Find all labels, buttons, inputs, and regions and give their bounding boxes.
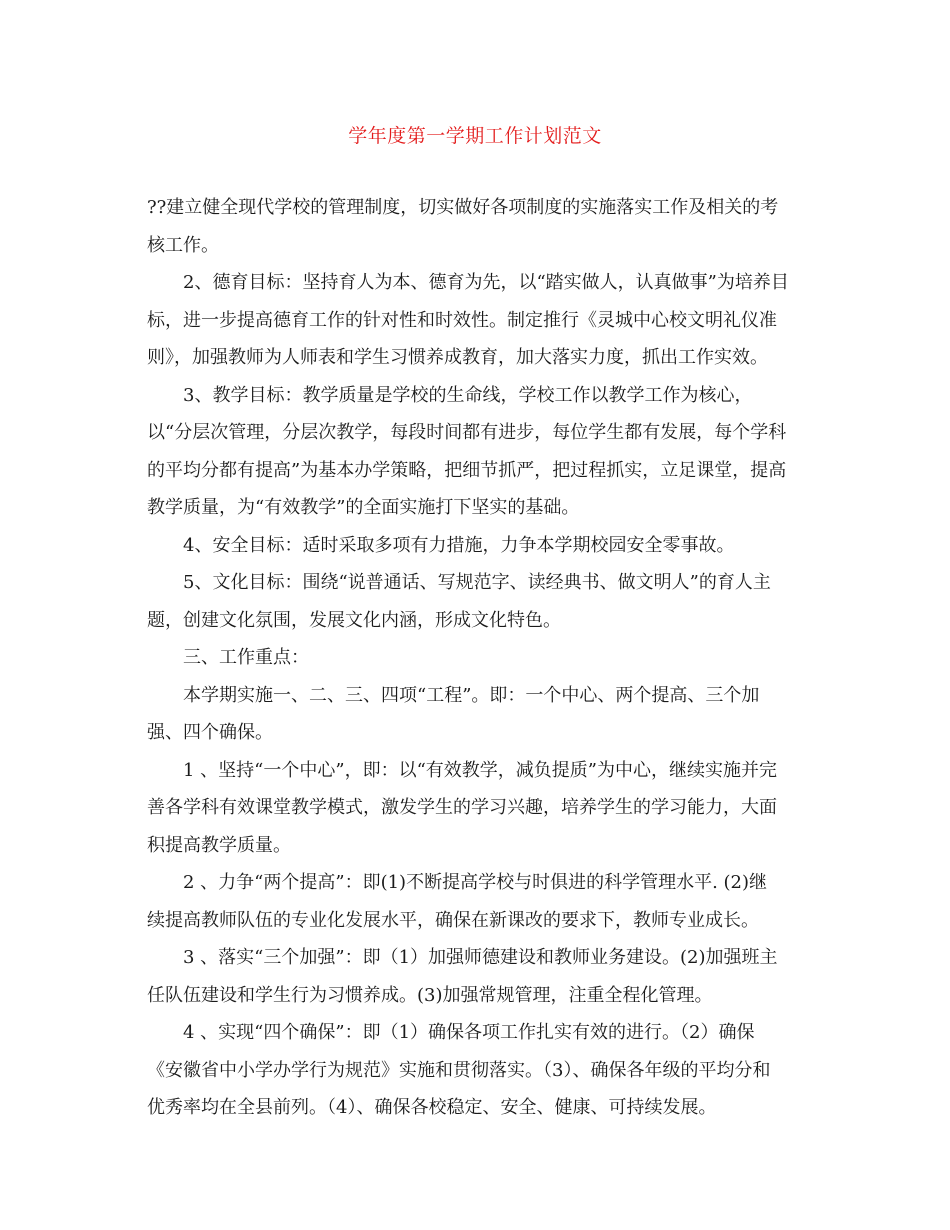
text-line: 3、教学目标：教学质量是学校的生命线，学校工作以教学工作为核心，: [183, 384, 753, 406]
text-line: 任队伍建设和学生行为习惯养成。(3)加强常规管理，注重全程化管理。: [147, 984, 713, 1006]
text-line: 续提高教师队伍的专业化发展水平，确保在新课改的要求下，教师专业成长。: [147, 909, 759, 931]
text-line: 优秀率均在全县前列。（4）、确保各校稳定、安全、健康、可持续发展。: [147, 1097, 717, 1118]
text-line: 强、四个确保。: [147, 722, 273, 743]
text-line: 则》，加强教师为人师表和学生习惯养成教育，加大落实力度，抓出工作实效。: [147, 347, 768, 368]
text-line: 三、工作重点：: [183, 647, 309, 668]
paragraph: [147, 377, 813, 527]
document-title: 学年度第一学期工作计划范文: [348, 125, 602, 147]
text-line: ??建立健全现代学校的管理制度，切实做好各项制度的实施落实工作及相关的考: [147, 197, 779, 218]
paragraph: [147, 1014, 813, 1127]
text-line: 以“分层次管理，分层次教学，每段时间都有进步，每位学生都有发展，每个学科: [147, 422, 787, 443]
text-line: 标，进一步提高德育工作的针对性和时效性。制定推行《灵城中心校文明礼仪准: [147, 309, 777, 331]
paragraph: [147, 189, 813, 264]
text-line: 题，创建文化氛围，发展文化内涵，形成文化特色。: [147, 609, 561, 631]
text-line: 《安徽省中小学办学行为规范》实施和贯彻落实。（3）、确保各年级的平均分和: [147, 1059, 771, 1081]
paragraph: [147, 752, 813, 865]
paragraph: [147, 939, 813, 1014]
text-line: 善各学科有效课堂教学模式，激发学生的学习兴趣，培养学生的学习能力，大面: [147, 797, 777, 818]
paragraph: [147, 264, 813, 377]
text-line: 2 、力争“两个提高”：即(1)不断提高学校与时俱进的科学管理水平. (2)继: [183, 872, 768, 893]
paragraph: [147, 527, 813, 565]
text-line: 1 、坚持“一个中心”，即：以“有效教学，减负提质”为中心，继续实施并完: [183, 759, 777, 781]
text-line: 2、德育目标：坚持育人为本、德育为先，以“踏实做人，认真做事”为培养目: [183, 272, 789, 293]
text-line: 本学期实施一、二、三、四项“工程”。即：一个中心、两个提高、三个加: [183, 684, 760, 706]
text-line: 积提高教学质量。: [147, 834, 291, 856]
text-line: 核工作。: [147, 234, 219, 256]
text-line: 的平均分都有提高”为基本办学策略，把细节抓严，把过程抓实，立足课堂，提高: [147, 459, 787, 481]
text-line: 3 、落实“三个加强”：即（1）加强师德建设和教师业务建设。(2)加强班主: [183, 947, 778, 968]
text-line: 4 、实现“四个确保”：即（1）确保各项工作扎实有效的进行。（2）确保: [183, 1022, 755, 1043]
paragraph: [147, 864, 813, 939]
text-line: 4、安全目标：适时采取多项有力措施，力争本学期校园安全零事故。: [183, 534, 735, 556]
document-body: [147, 189, 813, 1127]
paragraph: [147, 639, 813, 677]
paragraph: [147, 564, 813, 639]
text-line: 教学质量，为“有效教学”的全面实施打下坚实的基础。: [147, 497, 580, 518]
text-line: 5、文化目标：围绕“说普通话、写规范字、读经典书、做文明人”的育人主: [183, 572, 771, 593]
paragraph: [147, 677, 813, 752]
